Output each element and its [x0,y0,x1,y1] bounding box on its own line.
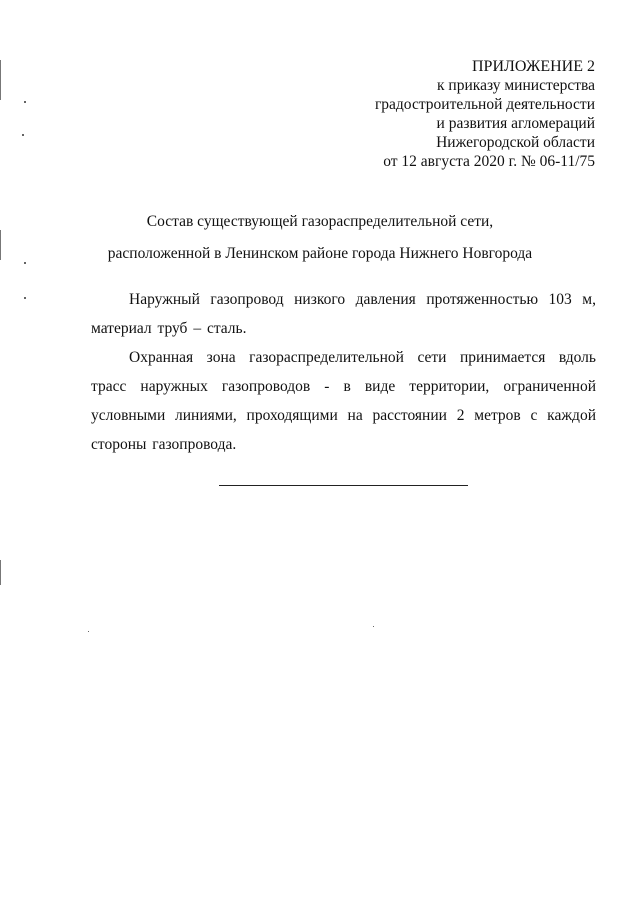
protection-zone-paragraph: Охранная зона газораспределительной сети принимается вдоль трасс наружных газопроводов - в виде территории, ограниченной условными линиями, проходящими на расстоянии 2 метров с каждой стороны газопровода. [91,349,596,453]
order-date-number: от 12 августа 2020 г. № 06-11/75 [383,153,595,170]
scan-speck [24,297,26,299]
appendix-number: ПРИЛОЖЕНИЕ 2 [471,58,595,75]
title-line: Состав существующей газораспределительной сети, [146,213,494,230]
order-reference-line: к приказу министерства [437,77,595,94]
ministry-name-line: градостроительной деятельности [374,96,595,113]
scan-speck [22,134,24,136]
scan-edge-mark [0,560,1,585]
appendix-header [375,57,595,171]
scan-speck [24,101,26,103]
scan-edge-mark [0,60,1,100]
scan-speck [88,631,89,632]
document-title [0,206,640,270]
ministry-name-line: и развития агломераций [436,115,595,132]
region-name-line: Нижегородской области [436,134,595,151]
document-body [91,285,596,459]
scan-speck [373,626,374,627]
pipeline-description-paragraph: Наружный газопровод низкого давления протяженностью 103 м, материал труб – сталь. [91,291,596,337]
title-line: расположенной в Ленинском районе города Нижнего Новгорода [107,245,533,262]
end-divider-line [219,485,468,486]
